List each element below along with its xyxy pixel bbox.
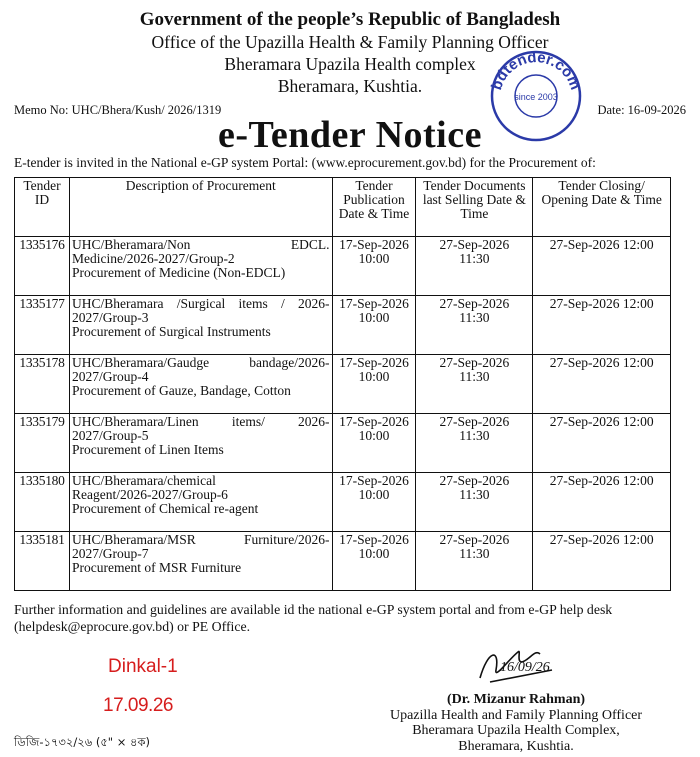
- doc-selling-time: 11:30: [459, 310, 490, 326]
- publication-date: 17-Sep-2026: [339, 532, 409, 547]
- closing-datetime: 27-Sep-2026 12:00: [533, 473, 671, 532]
- svg-text:bdtender.com: bdtender.com: [488, 48, 584, 93]
- description-title: Procurement of Chemical re-agent: [71, 501, 259, 517]
- tender-id: 1335177: [15, 296, 70, 355]
- closing-datetime: 27-Sep-2026 12:00: [533, 414, 671, 473]
- publication-date: 17-Sep-2026: [339, 473, 409, 488]
- table-row: [15, 355, 671, 414]
- footer-code: ডিজি-১৭৩২/২৬ (৫" × ৪ক): [14, 735, 151, 749]
- description-line: UHC/Bheramara /Surgical items / 2026-: [71, 296, 330, 311]
- doc-selling-date: 27-Sep-2026: [439, 532, 510, 547]
- procurement-description: [69, 473, 332, 532]
- tender-id: 1335181: [15, 532, 70, 591]
- publication-cell: [332, 355, 416, 414]
- description-title: Procurement of Surgical Instruments: [71, 324, 271, 340]
- office-heading: Office of the Upazilla Health & Family Planning Officer: [151, 32, 549, 52]
- publication-cell: [332, 296, 416, 355]
- publication-time: 10:00: [358, 428, 390, 444]
- doc-selling-time: 11:30: [459, 546, 490, 562]
- procurement-description: [69, 355, 332, 414]
- publication-cell: [332, 473, 416, 532]
- publication-time: 10:00: [358, 310, 390, 326]
- doc-selling-cell: [416, 237, 533, 296]
- description-line: 2027/Group-3: [71, 310, 149, 326]
- publication-time: 10:00: [358, 369, 390, 385]
- doc-selling-time: 11:30: [459, 369, 490, 385]
- tender-id: 1335179: [15, 414, 70, 473]
- closing-datetime: 27-Sep-2026 12:00: [533, 237, 671, 296]
- officer-office: Bheramara Upazila Health Complex,: [412, 723, 620, 739]
- header-tender-id: Tender ID: [15, 178, 70, 237]
- description-title: Procurement of Gauze, Bandage, Cotton: [71, 383, 291, 399]
- publication-date: 17-Sep-2026: [339, 237, 409, 252]
- table-header-row: [15, 178, 671, 237]
- publication-time: 10:00: [358, 487, 390, 503]
- officer-block: [346, 692, 686, 755]
- publication-time: 10:00: [358, 251, 390, 267]
- procurement-description: [69, 532, 332, 591]
- govt-heading: Government of the people’s Republic of Bangladesh: [139, 9, 561, 30]
- publication-cell: [332, 532, 416, 591]
- table-row: [15, 237, 671, 296]
- further-info: Further information and guidelines are available id the national e-GP system portal and from e-GP help desk (helpdesk@eprocure.gov.bd) or PE Office.: [14, 602, 613, 635]
- doc-selling-cell: [416, 532, 533, 591]
- publication-date: 17-Sep-2026: [339, 355, 409, 370]
- doc-selling-cell: [416, 473, 533, 532]
- tender-id: 1335180: [15, 473, 70, 532]
- description-title: Procurement of MSR Furniture: [71, 560, 242, 576]
- table-row: [15, 473, 671, 532]
- procurement-description: [69, 237, 332, 296]
- doc-selling-date: 27-Sep-2026: [439, 414, 510, 429]
- intro-text: E-tender is invited in the National e-GP system Portal: (www.eprocurement.gov.bd) for the Procurement of:: [14, 155, 596, 170]
- tender-id: 1335178: [15, 355, 70, 414]
- publication-cell: [332, 237, 416, 296]
- officer-designation: Upazilla Health and Family Planning Officer: [389, 707, 643, 723]
- memo-number: Memo No: UHC/Bhera/Kush/ 2026/1319: [14, 103, 222, 117]
- doc-selling-date: 27-Sep-2026: [439, 355, 510, 370]
- header-doc-selling: Tender Documents last Selling Date & Time: [416, 178, 533, 237]
- handwritten-dinkal: Dinkal-1: [108, 656, 178, 677]
- doc-selling-cell: [416, 414, 533, 473]
- doc-selling-cell: [416, 296, 533, 355]
- table-row: [15, 414, 671, 473]
- description-title: Procurement of Linen Items: [71, 442, 224, 458]
- officer-name: (Dr. Mizanur Rahman): [446, 692, 586, 707]
- description-line: 2027/Group-5: [71, 428, 149, 444]
- svg-text:since 2003: since 2003: [514, 92, 558, 102]
- tender-id: 1335176: [15, 237, 70, 296]
- table-row: [15, 296, 671, 355]
- doc-selling-time: 11:30: [459, 428, 490, 444]
- description-line: Medicine/2026-2027/Group-2: [71, 251, 235, 267]
- doc-selling-time: 11:30: [459, 251, 490, 267]
- header-closing: Tender Closing/ Opening Date & Time: [533, 178, 671, 237]
- closing-datetime: 27-Sep-2026 12:00: [533, 532, 671, 591]
- closing-datetime: 27-Sep-2026 12:00: [533, 296, 671, 355]
- doc-selling-date: 27-Sep-2026: [439, 237, 510, 252]
- complex-heading: Bheramara Upazila Health complex: [224, 54, 476, 74]
- header-publication: Tender Publication Date & Time: [332, 178, 416, 237]
- description-line: Reagent/2026-2027/Group-6: [71, 487, 228, 503]
- description-line: UHC/Bheramara/Gaudge bandage/2026-: [71, 355, 330, 370]
- doc-selling-date: 27-Sep-2026: [439, 296, 510, 311]
- publication-date: 17-Sep-2026: [339, 414, 409, 429]
- notice-title: e-Tender Notice: [218, 114, 482, 156]
- publication-date: 17-Sep-2026: [339, 296, 409, 311]
- closing-datetime: 27-Sep-2026 12:00: [533, 355, 671, 414]
- table-row: [15, 532, 671, 591]
- description-line: UHC/Bheramara/Non EDCL.: [71, 237, 330, 252]
- description-line: UHC/Bheramara/Linen items/ 2026-: [71, 414, 330, 429]
- description-line: UHC/Bheramara/chemical: [71, 473, 216, 488]
- location-heading: Bheramara, Kushtia.: [277, 76, 423, 96]
- header-description: Description of Procurement: [69, 178, 332, 237]
- doc-selling-time: 11:30: [459, 487, 490, 503]
- officer-place: Bheramara, Kushtia.: [458, 739, 574, 755]
- handwritten-date: 17.09.26: [103, 695, 173, 716]
- procurement-description: [69, 296, 332, 355]
- publication-time: 10:00: [358, 546, 390, 562]
- description-line: 2027/Group-7: [71, 546, 149, 562]
- doc-selling-cell: [416, 355, 533, 414]
- publication-cell: [332, 414, 416, 473]
- notice-date: Date: 16-09-2026: [597, 103, 686, 117]
- description-title: Procurement of Medicine (Non-EDCL): [71, 265, 286, 281]
- tender-table: [14, 177, 671, 591]
- description-line: UHC/Bheramara/MSR Furniture/2026-: [71, 532, 330, 547]
- signature-date: 16/09/26: [500, 660, 550, 675]
- doc-selling-date: 27-Sep-2026: [439, 473, 510, 488]
- procurement-description: [69, 414, 332, 473]
- description-line: 2027/Group-4: [71, 369, 149, 385]
